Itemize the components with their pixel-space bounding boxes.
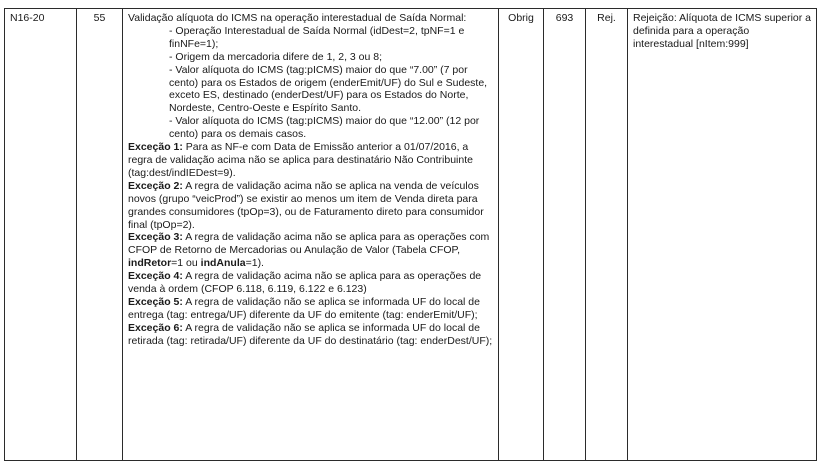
exception-text: A regra de validação acima não se aplica para as operações de venda à ordem (CFOP 6.118, 6.119, 6.122 e 6.123) xyxy=(128,270,482,296)
exception-text: A regra de validação não se aplica se informada UF do local de entrega (tag: entrega/UF) diferente da UF do emitente (tag: enderEmit/UF); xyxy=(128,295,480,321)
rejection-code-cell: 693 xyxy=(544,9,586,461)
exception-field-name: indRetor xyxy=(128,257,172,270)
exception-item xyxy=(128,296,493,322)
action-cell: Rej. xyxy=(586,9,628,461)
rejection-message-cell: Rejeição: Alíquota de ICMS superior a definida para a operação interestadual [nItem:999] xyxy=(628,9,817,461)
field-number-cell: 55 xyxy=(77,9,123,461)
exception-text: A regra de validação não se aplica se informada UF do local de retirada (tag: retirada/UF) diferente da UF do destinatário (tag: enderDest/UF); xyxy=(128,321,493,347)
validation-rule-table xyxy=(4,8,817,461)
exception-item xyxy=(128,270,493,296)
exception-text: Para as NF-e com Data de Emissão anterior a 01/07/2016, a regra de validação acima não se aplica para destinatário Não Contribuinte (tag:dest/indIEDest=9). xyxy=(128,141,473,179)
exception-label: Exceção 1: xyxy=(128,141,183,154)
condition-item: - Origem da mercadoria difere de 1, 2, 3 ou 8; xyxy=(169,50,383,63)
exception-label: Exceção 5: xyxy=(128,295,183,308)
condition-list xyxy=(128,25,493,141)
exception-field-name: indAnula xyxy=(200,257,246,270)
rule-description-cell xyxy=(123,9,499,461)
exception-label: Exceção 4: xyxy=(128,270,183,283)
condition-item: - Valor alíquota do ICMS (tag:pICMS) maior do que “12.00” (12 por cento) para os demais casos. xyxy=(169,115,480,141)
table-row xyxy=(5,9,817,461)
exception-item xyxy=(128,141,493,180)
exception-item xyxy=(128,231,493,270)
exception-label: Exceção 3: xyxy=(128,231,183,244)
condition-item: - Valor alíquota do ICMS (tag:pICMS) maior do que “7.00” (7 por cento) para os Estados de origem (enderEmit/UF) do Sul e Sudeste, exceto ES, destinado (enderDest/UF) para os Estados do Norte, Nordeste, Centro-Oeste e Espírito Santo. xyxy=(169,63,488,115)
exception-text: =1 ou xyxy=(171,257,201,270)
exception-item xyxy=(128,322,493,348)
rule-title: Validação alíquota do ICMS na operação interestadual de Saída Normal: xyxy=(128,12,467,24)
requirement-cell: Obrig xyxy=(499,9,544,461)
exception-text: A regra de validação acima não se aplica na venda de veículos novos (grupo “veicProd”) se existir ao menos um item de Venda direta para grandes consumidores (tpOp=3), ou de Faturamento direto para consumidor final (tpOp=2). xyxy=(128,179,484,231)
exception-item xyxy=(128,180,493,232)
exception-label: Exceção 6: xyxy=(128,321,183,334)
condition-item: - Operação Interestadual de Saída Normal (idDest=2, tpNF=1 e finNFe=1); xyxy=(169,24,465,50)
exception-text: A regra de validação acima não se aplica para as operações com CFOP de Retorno de Mercadorias ou Anulação de Valor (Tabela CFOP, xyxy=(128,231,490,257)
exception-text: =1). xyxy=(245,257,264,270)
rule-id-cell: N16-20 xyxy=(5,9,77,461)
exception-label: Exceção 2: xyxy=(128,179,183,192)
